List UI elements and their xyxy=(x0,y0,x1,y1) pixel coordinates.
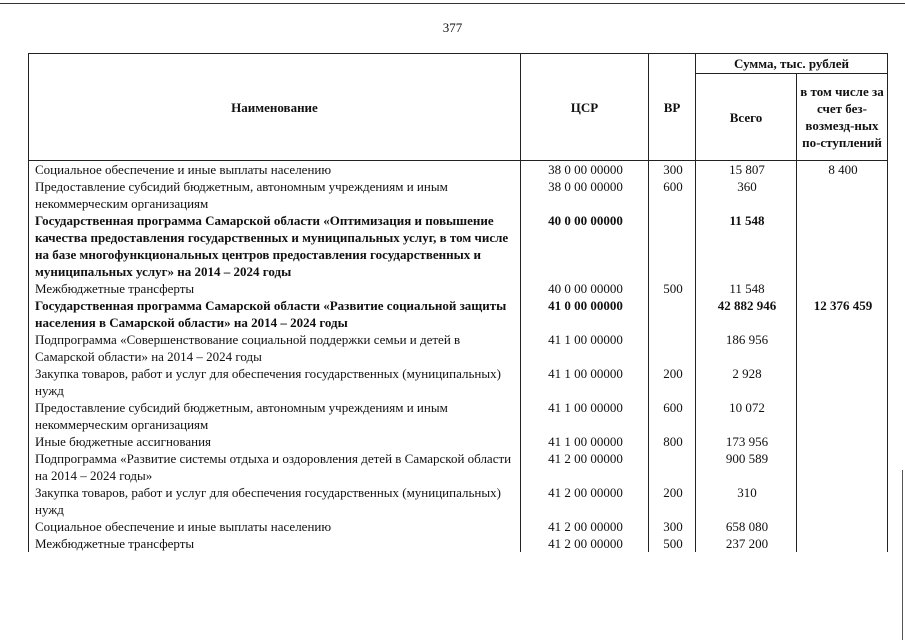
row-vr: 200 xyxy=(649,484,696,518)
row-total: 11 548 xyxy=(696,212,797,280)
row-name: Предоставление субсидий бюджетным, автономным учреждениям и иным некоммерческим организациям xyxy=(29,399,521,433)
row-total: 360 xyxy=(696,178,797,212)
row-vr: 500 xyxy=(649,535,696,552)
row-csr: 41 2 00 00000 xyxy=(521,484,649,518)
row-free: 12 376 459 xyxy=(797,297,888,331)
table-row xyxy=(29,331,888,365)
row-total: 186 956 xyxy=(696,331,797,365)
row-total: 2 928 xyxy=(696,365,797,399)
table-row xyxy=(29,484,888,518)
header-sum-group: Сумма, тыс. рублей xyxy=(696,54,888,74)
row-vr: 300 xyxy=(649,518,696,535)
row-free xyxy=(797,399,888,433)
row-total: 658 080 xyxy=(696,518,797,535)
row-vr: 300 xyxy=(649,161,696,179)
row-name: Социальное обеспечение и иные выплаты населению xyxy=(29,518,521,535)
row-name: Государственная программа Самарской области «Развитие социальной защиты населения в Самарской области» на 2014 – 2024 годы xyxy=(29,297,521,331)
row-total: 11 548 xyxy=(696,280,797,297)
table-row xyxy=(29,433,888,450)
row-vr xyxy=(649,450,696,484)
row-total: 237 200 xyxy=(696,535,797,552)
table-row xyxy=(29,365,888,399)
row-name: Межбюджетные трансферты xyxy=(29,535,521,552)
row-name: Закупка товаров, работ и услуг для обеспечения государственных (муниципальных) нужд xyxy=(29,365,521,399)
row-free xyxy=(797,365,888,399)
row-total: 173 956 xyxy=(696,433,797,450)
row-csr: 41 1 00 00000 xyxy=(521,433,649,450)
table-row xyxy=(29,161,888,179)
row-vr xyxy=(649,212,696,280)
row-total: 15 807 xyxy=(696,161,797,179)
row-free xyxy=(797,280,888,297)
table-row xyxy=(29,297,888,331)
row-free xyxy=(797,212,888,280)
table-row xyxy=(29,178,888,212)
row-name: Подпрограмма «Развитие системы отдыха и оздоровления детей в Самарской области на 2014 – 2024 годы» xyxy=(29,450,521,484)
row-vr: 800 xyxy=(649,433,696,450)
row-vr: 200 xyxy=(649,365,696,399)
row-vr xyxy=(649,297,696,331)
row-csr: 41 2 00 00000 xyxy=(521,535,649,552)
row-free xyxy=(797,535,888,552)
row-vr: 600 xyxy=(649,178,696,212)
row-free xyxy=(797,450,888,484)
row-free xyxy=(797,433,888,450)
row-name: Государственная программа Самарской области «Оптимизация и повышение качества предоставления государственных и муниципальных услуг, в том числе на базе многофункциональных центров предоставления государственных и муниципальных услуг» на 2014 – 2024 годы xyxy=(29,212,521,280)
row-total: 900 589 xyxy=(696,450,797,484)
table-body xyxy=(29,161,888,553)
header-vr: ВР xyxy=(649,54,696,161)
row-csr: 38 0 00 00000 xyxy=(521,178,649,212)
row-free xyxy=(797,518,888,535)
row-csr: 40 0 00 00000 xyxy=(521,280,649,297)
row-csr: 38 0 00 00000 xyxy=(521,161,649,179)
row-total: 10 072 xyxy=(696,399,797,433)
row-csr: 41 2 00 00000 xyxy=(521,450,649,484)
right-edge-rule xyxy=(902,470,903,640)
row-free: 8 400 xyxy=(797,161,888,179)
row-csr: 41 1 00 00000 xyxy=(521,331,649,365)
top-rule xyxy=(0,3,905,4)
header-name: Наименование xyxy=(29,54,521,161)
page-number: 377 xyxy=(442,20,463,35)
row-name: Предоставление субсидий бюджетным, автономным учреждениям и иным некоммерческим организациям xyxy=(29,178,521,212)
header-csr: ЦСР xyxy=(521,54,649,161)
table-row xyxy=(29,280,888,297)
row-free xyxy=(797,178,888,212)
row-name: Межбюджетные трансферты xyxy=(29,280,521,297)
row-vr: 500 xyxy=(649,280,696,297)
table-row xyxy=(29,518,888,535)
table-row xyxy=(29,399,888,433)
row-name: Закупка товаров, работ и услуг для обеспечения государственных (муниципальных) нужд xyxy=(29,484,521,518)
row-vr: 600 xyxy=(649,399,696,433)
header-total: Всего xyxy=(696,74,797,161)
row-free xyxy=(797,331,888,365)
row-name: Подпрограмма «Совершенствование социальной поддержки семьи и детей в Самарской области» на 2014 – 2024 годы xyxy=(29,331,521,365)
row-csr: 41 2 00 00000 xyxy=(521,518,649,535)
row-total: 310 xyxy=(696,484,797,518)
row-csr: 41 1 00 00000 xyxy=(521,399,649,433)
table-row xyxy=(29,212,888,280)
row-name: Социальное обеспечение и иные выплаты населению xyxy=(29,161,521,179)
row-csr: 41 0 00 00000 xyxy=(521,297,649,331)
row-free xyxy=(797,484,888,518)
budget-table xyxy=(28,53,888,552)
table-row xyxy=(29,450,888,484)
row-vr xyxy=(649,331,696,365)
row-total: 42 882 946 xyxy=(696,297,797,331)
row-csr: 41 1 00 00000 xyxy=(521,365,649,399)
header-including: в том числе за счет без-возмезд-ных по-ступлений xyxy=(797,74,888,161)
table-row xyxy=(29,535,888,552)
row-name: Иные бюджетные ассигнования xyxy=(29,433,521,450)
row-csr: 40 0 00 00000 xyxy=(521,212,649,280)
